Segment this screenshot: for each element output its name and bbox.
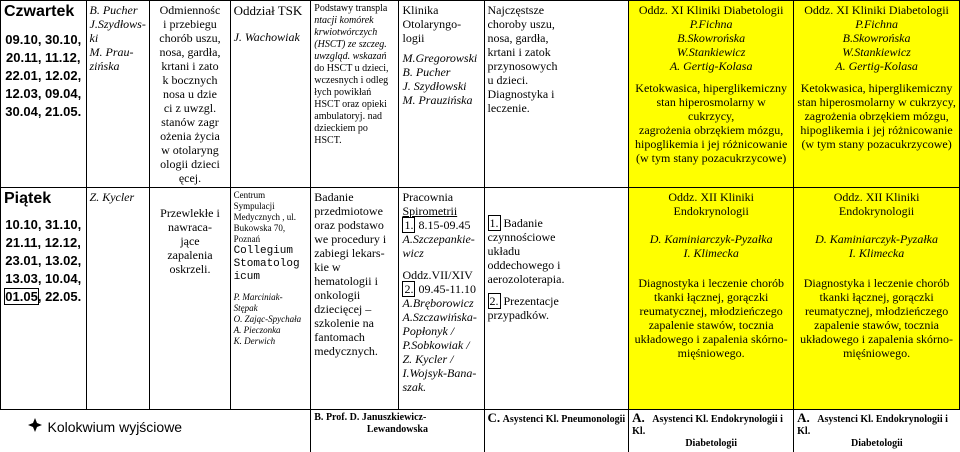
procedure-line: zabiegi lekars- bbox=[314, 246, 395, 260]
diabetology-title: Oddz. XI Kliniki Diabetologii bbox=[632, 3, 790, 17]
address-line: Medycznych , ul. bbox=[234, 212, 308, 223]
topic-line: nosa, gardła, bbox=[153, 45, 226, 59]
teacher-line: J.Szydłows- bbox=[90, 17, 147, 31]
procedure-line: oraz podstawo bbox=[314, 218, 395, 232]
endocrinology-title: Oddz. XII Kliniki Endokrynologii bbox=[632, 190, 790, 218]
lab-doctor: P.Sobkowiak / bbox=[402, 338, 480, 352]
ent-line: Najczęstsze bbox=[488, 3, 626, 17]
footer-text: Asystenci Kl. Endokrynologii i Kl. bbox=[797, 414, 948, 437]
topic-line: nawraca- bbox=[153, 220, 226, 234]
spirometry-lab bbox=[399, 188, 484, 410]
ward-label: Oddz.VII/XIV bbox=[402, 268, 480, 282]
clinic-doctor: M. Prauzińska bbox=[402, 93, 480, 107]
footer-letter: B. bbox=[314, 412, 323, 423]
item-number: 1. bbox=[488, 215, 501, 231]
friday-cell bbox=[1, 188, 87, 410]
topic-thursday bbox=[150, 1, 230, 188]
topic-line: oskrzeli. bbox=[153, 262, 226, 276]
date-line: 30.04, 21.05. bbox=[4, 103, 83, 121]
diabetology-title: Oddz. XI Kliniki Diabetologii bbox=[797, 3, 956, 17]
hsct-line: krwiotwórczych bbox=[314, 27, 395, 39]
lab-doctor: A.Bręborowicz bbox=[402, 296, 480, 310]
hsct-topic bbox=[311, 1, 399, 188]
slot-1 bbox=[402, 218, 480, 232]
diabetology-doctor: B.Skowrońska bbox=[632, 31, 790, 45]
diabetology-desc: zagrożenia obrzękiem mózgu, bbox=[632, 123, 790, 137]
lab-doctor: A.Szczepankie- bbox=[402, 232, 480, 246]
slot-time: 09.45-11.10 bbox=[415, 282, 476, 296]
thursday-dates bbox=[4, 31, 83, 121]
endocrinology-doctor: I. Klimecka bbox=[797, 246, 956, 260]
lab-doctor: A.Szczawińska- bbox=[402, 310, 480, 324]
diabetology-doctor: A. Gertig-Kolasa bbox=[632, 59, 790, 73]
lab-doctor: I.Wojsyk-Bana- bbox=[402, 366, 480, 380]
date-line: 10.10, 31.10, bbox=[4, 216, 83, 234]
ent-topic bbox=[484, 1, 629, 188]
simulation-doctor: P. Marciniak- bbox=[234, 292, 308, 303]
address-line: Poznań bbox=[234, 234, 308, 245]
clinic-title: Otolaryngo- bbox=[402, 17, 480, 31]
ent-line: przynosowych bbox=[488, 59, 626, 73]
thursday-cell bbox=[1, 1, 87, 188]
hsct-line: łych powikłań bbox=[314, 87, 395, 99]
item-text: Badanie bbox=[501, 216, 543, 230]
hsct-line: HSCT. bbox=[314, 135, 395, 147]
clinic-doctor: M.Gregorowski bbox=[402, 51, 480, 65]
address-line: Centrum Sympulacji bbox=[234, 190, 308, 212]
endocrinology-doctor: D. Kaminiarczyk-Pyzałka bbox=[632, 232, 790, 246]
respiratory-topic bbox=[484, 188, 629, 410]
kolokwium-text: Kolokwium wyjściowe bbox=[48, 419, 183, 435]
endocrinology-desc: Diagnostyka i leczenie chorób bbox=[797, 276, 956, 290]
footer-text: Diabetologii bbox=[632, 438, 790, 450]
topic-line: ci z uwzgl. bbox=[153, 101, 226, 115]
ent-line: nosa, gardła, bbox=[488, 31, 626, 45]
endocrinology-cell-b bbox=[794, 188, 960, 410]
date-rest: , 22.05. bbox=[38, 289, 81, 304]
diabetology-desc: hipoglikemia i jej różnicowanie bbox=[632, 137, 790, 151]
topic-line: krtani i zato bbox=[153, 59, 226, 73]
endocrinology-desc: układowego i zapalenia skórno- bbox=[797, 332, 956, 346]
topic-item-1 bbox=[488, 216, 626, 230]
diabetology-desc: hipoglikemia i jej różnicowanie bbox=[797, 123, 956, 137]
diabetology-doctor: P.Fichna bbox=[632, 17, 790, 31]
date-boxed: 01.05 bbox=[5, 289, 38, 304]
collegium-line: Stomatolog bbox=[234, 258, 308, 271]
clinic-title: logii bbox=[402, 31, 480, 45]
topic-item-2 bbox=[488, 294, 626, 308]
footer-letter: A. bbox=[797, 410, 810, 425]
collegium-line: icum bbox=[234, 271, 308, 284]
endocrinology-desc: reumatycznej, młodzieńczego bbox=[797, 304, 956, 318]
slot-2 bbox=[402, 282, 480, 296]
topic-line: jące bbox=[153, 234, 226, 248]
diabetology-doctor: B.Skowrońska bbox=[797, 31, 956, 45]
teacher-line: zińska bbox=[90, 59, 147, 73]
topic-friday bbox=[150, 188, 230, 410]
clinic-doctor: B. Pucher bbox=[402, 65, 480, 79]
date-line: 12.03, 09.04, bbox=[4, 85, 83, 103]
endocrinology-desc: Diagnostyka i leczenie chorób bbox=[632, 276, 790, 290]
procedure-line: onkologii bbox=[314, 288, 395, 302]
diabetology-desc: stan hiperosmolarny w cukrzycy, bbox=[632, 95, 790, 123]
simulation-center bbox=[230, 188, 311, 410]
hsct-line: wczesnych i odleg bbox=[314, 75, 395, 87]
ent-line: choroby uszu, bbox=[488, 17, 626, 31]
footer-text: Asystenci Kl. Pneumonologii bbox=[503, 414, 626, 425]
clinic-doctor: J. Szydłowski bbox=[402, 79, 480, 93]
diabetology-doctor: P.Fichna bbox=[797, 17, 956, 31]
address-line: Bukowska 70, bbox=[234, 223, 308, 234]
topic-line: nosa u dzie bbox=[153, 87, 226, 101]
simulation-doctor: O. Zając-Spychała bbox=[234, 314, 308, 325]
date-line: 22.01, 12.02, bbox=[4, 67, 83, 85]
item-text: przypadków. bbox=[488, 308, 626, 322]
diabetology-doctor: A. Gertig-Kolasa bbox=[797, 59, 956, 73]
lab-doctor: Z. Kycler / bbox=[402, 352, 480, 366]
endocrinology-desc: mięśniowego. bbox=[797, 346, 956, 360]
hsct-line: dzieckiem po bbox=[314, 123, 395, 135]
endocrinology-desc: reumatycznej, młodzieńczego bbox=[632, 304, 790, 318]
endocrinology-desc: zapalenie stawów, tocznia bbox=[797, 318, 956, 332]
date-line: 23.01, 13.02, bbox=[4, 252, 83, 270]
teacher-line: B. Pucher bbox=[90, 3, 147, 17]
endocrinology-desc: tkanki łącznej, gorączki bbox=[632, 290, 790, 304]
teacher-line: Z. Kycler bbox=[90, 190, 147, 204]
diabetology-doctor: W.Stankiewicz bbox=[797, 45, 956, 59]
item-text: układu bbox=[488, 244, 626, 258]
topic-line: Odmiennośc bbox=[153, 3, 226, 17]
hsct-line: uwzgląd. wskazań bbox=[314, 51, 395, 63]
endocrinology-cell-a bbox=[629, 188, 794, 410]
item-number: 2. bbox=[488, 293, 501, 309]
lab-doctor: szak. bbox=[402, 380, 480, 394]
endocrinology-doctor: D. Kaminiarczyk-Pyzałka bbox=[797, 232, 956, 246]
lab-doctor: Popłonyk / bbox=[402, 324, 480, 338]
procedure-line: kie w bbox=[314, 260, 395, 274]
date-line bbox=[4, 288, 83, 306]
ent-clinic bbox=[399, 1, 484, 188]
procedure-line: fantomach bbox=[314, 330, 395, 344]
topic-line: ologii dzieci bbox=[153, 157, 226, 171]
date-line: 09.10, 30.10, bbox=[4, 31, 83, 49]
diabetology-desc: Ketokwasica, hiperglikemiczny bbox=[632, 81, 790, 95]
ward-thursday bbox=[230, 1, 311, 188]
topic-line: stanów zagr bbox=[153, 115, 226, 129]
hsct-line: do HSCT u dzieci, bbox=[314, 63, 395, 75]
procedure-line: Badanie bbox=[314, 190, 395, 204]
procedure-line: hematologii i bbox=[314, 274, 395, 288]
hsct-line: Podstawy transpla bbox=[314, 3, 395, 15]
diabetology-desc: (w tym stany pozacukrzycowe) bbox=[797, 137, 956, 151]
footer-letter: A. bbox=[632, 410, 645, 425]
hsct-line: ntacji komórek bbox=[314, 15, 395, 27]
hsct-line: HSCT oraz opieki bbox=[314, 99, 395, 111]
topic-line: Przewlekłe i bbox=[153, 206, 226, 220]
friday-dates bbox=[4, 216, 83, 306]
procedure-line: szkolenie na bbox=[314, 316, 395, 330]
endocrinology-desc: układowego i zapalenia skórno- bbox=[632, 332, 790, 346]
endocrinology-desc: tkanki łącznej, gorączki bbox=[797, 290, 956, 304]
lab-doctor: wicz bbox=[402, 246, 480, 260]
teachers-thursday bbox=[86, 1, 150, 188]
item-text: oddechowego i bbox=[488, 258, 626, 272]
kolokwium-label bbox=[28, 418, 308, 435]
diabetology-cell-b bbox=[794, 1, 960, 188]
topic-line: zapalenia bbox=[153, 248, 226, 262]
footer-text: Asystenci Kl. Endokrynologii i Kl. bbox=[632, 414, 783, 437]
exam-procedures bbox=[311, 188, 399, 410]
lab-title: Spirometrii bbox=[402, 204, 480, 218]
topic-line: i przebiegu bbox=[153, 17, 226, 31]
diabetology-desc: Ketokwasica, hiperglikemiczny bbox=[797, 81, 956, 95]
collegium-line: Collegium bbox=[234, 245, 308, 258]
topic-line: chorób uszu, bbox=[153, 31, 226, 45]
topic-line: w otolaryng bbox=[153, 143, 226, 157]
diamond-bullet-icon bbox=[28, 418, 42, 435]
procedure-line: medycznych. bbox=[314, 344, 395, 358]
teacher-line: M. Prau- bbox=[90, 45, 147, 59]
endocrinology-desc: zapalenie stawów, tocznia bbox=[632, 318, 790, 332]
teacher-line: ki bbox=[90, 31, 147, 45]
topic-line: ęcej. bbox=[153, 171, 226, 185]
day-thursday: Czwartek bbox=[4, 3, 83, 21]
ent-line: krtani i zatok bbox=[488, 45, 626, 59]
slot-time: 8.15-09.45 bbox=[415, 218, 470, 232]
simulation-doctor: K. Derwich bbox=[234, 336, 308, 347]
diabetology-doctor: W.Stankiewicz bbox=[632, 45, 790, 59]
diabetology-desc: (w tym stany pozacukrzycowe) bbox=[632, 151, 790, 165]
simulation-doctor: A. Pieczonka bbox=[234, 325, 308, 336]
date-line: 13.03, 10.04, bbox=[4, 270, 83, 288]
diabetology-cell-a bbox=[629, 1, 794, 188]
endocrinology-doctor: I. Klimecka bbox=[632, 246, 790, 260]
date-line: 20.11, 11.12, bbox=[4, 49, 83, 67]
item-text: aerozoloterapia. bbox=[488, 272, 626, 286]
endocrinology-title: Oddz. XII Kliniki Endokrynologii bbox=[797, 190, 956, 218]
footer-letter: C. bbox=[488, 410, 501, 425]
hsct-line: ambulatoryj. nad bbox=[314, 111, 395, 123]
ent-line: Diagnostyka i bbox=[488, 87, 626, 101]
date-line: 21.11, 12.12, bbox=[4, 234, 83, 252]
procedure-line: przedmiotowe bbox=[314, 204, 395, 218]
ward-title: Oddział TSK bbox=[234, 3, 308, 18]
ent-line: u dzieci. bbox=[488, 73, 626, 87]
footer-text: Prof. D. Januszkiewicz- bbox=[326, 412, 426, 423]
item-text: Prezentacje bbox=[501, 294, 559, 308]
procedure-line: dziecięcej – bbox=[314, 302, 395, 316]
procedure-line: we procedury i bbox=[314, 232, 395, 246]
diabetology-desc: zagrożenia obrzękiem mózgu, bbox=[797, 109, 956, 123]
topic-line: ożenia życia bbox=[153, 129, 226, 143]
endocrinology-desc: mięśniowego. bbox=[632, 346, 790, 360]
day-friday: Piątek bbox=[4, 190, 83, 208]
clinic-title: Klinika bbox=[402, 3, 480, 17]
slot-number: 2. bbox=[402, 281, 415, 297]
hsct-line: (HSCT) ze szczeg. bbox=[314, 39, 395, 51]
ward-doctor: J. Wachowiak bbox=[234, 30, 308, 44]
teachers-friday bbox=[86, 188, 150, 410]
diabetology-desc: stan hiperosmolarny w cukrzycy, bbox=[797, 95, 956, 109]
slot-number: 1. bbox=[402, 217, 415, 233]
topic-line: k bocznych bbox=[153, 73, 226, 87]
item-text: czynnościowe bbox=[488, 230, 626, 244]
simulation-doctor: Stępak bbox=[234, 303, 308, 314]
footer-text: Lewandowska bbox=[314, 424, 480, 436]
footer-text: Diabetologii bbox=[797, 438, 956, 450]
lab-title: Pracownia bbox=[402, 190, 480, 204]
ent-line: leczenie. bbox=[488, 101, 626, 115]
